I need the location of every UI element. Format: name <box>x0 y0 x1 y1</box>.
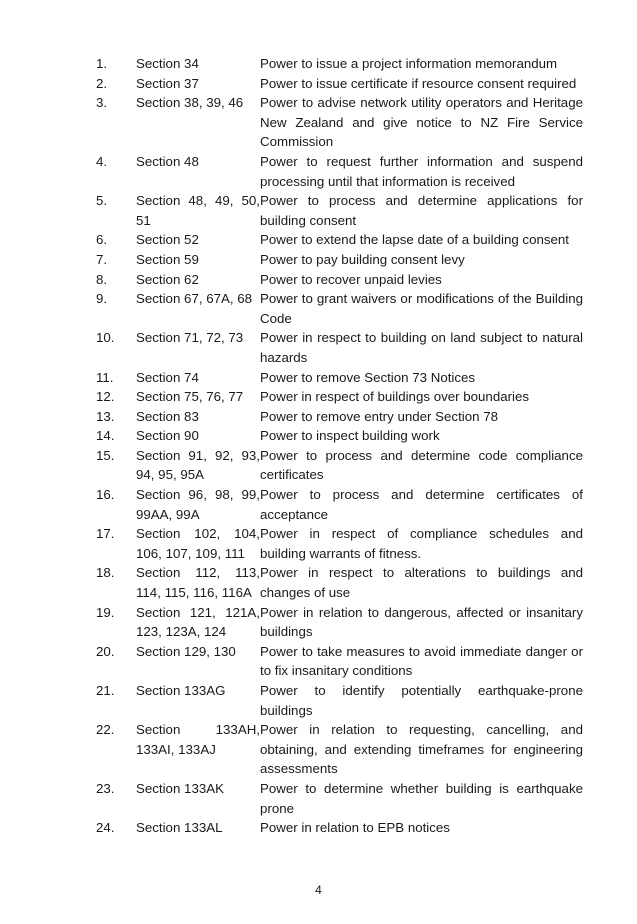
list-item <box>96 524 586 563</box>
section-reference: Section 71, 72, 73 <box>136 330 244 346</box>
section-reference: Section 90 <box>136 428 199 444</box>
power-description: Power to process and determine applications for building consent <box>260 193 583 228</box>
list-item <box>96 93 586 152</box>
item-number: 9. <box>96 291 108 307</box>
section-reference: Section 62 <box>136 271 199 287</box>
list-item <box>96 250 586 270</box>
item-number: 24. <box>96 820 115 836</box>
item-number: 15. <box>96 447 115 463</box>
power-description: Power to advise network utility operators and Heritage New Zealand and give notice to NZ Fire Service Commission <box>260 95 583 150</box>
section-reference: Section 121, 121A, 123, 123A, 124 <box>136 604 260 640</box>
item-number: 14. <box>96 428 115 444</box>
power-description: Power to extend the lapse date of a building consent <box>260 232 569 248</box>
power-description: Power to identify potentially earthquake-prone buildings <box>260 683 583 718</box>
power-description: Power to remove Section 73 Notices <box>260 369 476 385</box>
section-reference: Section 34 <box>136 56 199 71</box>
item-number: 19. <box>96 604 115 620</box>
power-description: Power to recover unpaid levies <box>260 271 442 287</box>
item-number: 13. <box>96 408 115 424</box>
item-number: 7. <box>96 251 108 267</box>
power-description: Power to process and determine code compliance certificates <box>260 447 583 483</box>
item-number: 21. <box>96 683 115 698</box>
list-item <box>96 152 586 191</box>
page-number: 4 <box>315 883 322 897</box>
section-reference: Section 91, 92, 93, 94, 95, 95A <box>136 447 260 483</box>
item-number: 10. <box>96 330 115 346</box>
list-item <box>96 779 586 818</box>
list-item <box>96 681 586 720</box>
power-description: Power in relation to requesting, cancelling, and obtaining, and extending timeframes for engineering assessments <box>260 722 583 777</box>
power-description: Power to inspect building work <box>260 428 440 444</box>
section-reference: Section 133AK <box>136 780 224 796</box>
item-number: 1. <box>96 56 108 71</box>
power-description: Power in respect of buildings over boundaries <box>260 389 530 405</box>
section-reference: Section 48, 49, 50, 51 <box>136 193 260 228</box>
section-reference: Section 67, 67A, 68 <box>136 291 253 307</box>
power-description: Power to grant waivers or modifications of the Building Code <box>260 291 583 326</box>
item-number: 5. <box>96 193 108 209</box>
section-reference: Section 48 <box>136 153 199 169</box>
section-reference: Section 112, 113, 114, 115, 116, 116A <box>136 565 260 601</box>
section-reference: Section 83 <box>136 408 199 424</box>
section-reference: Section 96, 98, 99, 99AA, 99A <box>136 487 260 522</box>
item-number: 11. <box>96 369 114 385</box>
item-number: 16. <box>96 487 115 503</box>
section-reference: Section 102, 104, 106, 107, 109, 111 <box>136 526 260 561</box>
power-description: Power to determine whether building is earthquake prone <box>260 780 583 816</box>
item-number: 18. <box>96 565 115 581</box>
section-reference: Section 133AG <box>136 683 226 698</box>
section-reference: Section 37 <box>136 75 199 91</box>
item-number: 12. <box>96 389 115 405</box>
list-item <box>96 446 586 485</box>
list-item <box>96 328 586 367</box>
power-description: Power to remove entry under Section 78 <box>260 408 498 424</box>
list-item <box>96 426 586 446</box>
power-description: Power in relation to dangerous, affected or insanitary buildings <box>260 604 583 640</box>
list-item <box>96 563 586 602</box>
item-number: 6. <box>96 232 108 248</box>
list-item <box>96 818 586 838</box>
power-description: Power to request further information and suspend processing until that information is received <box>260 153 583 189</box>
section-reference: Section 133AH, 133AI, 133AJ <box>136 722 260 757</box>
power-description: Power to issue a project information memorandum <box>260 56 558 71</box>
item-number: 17. <box>96 526 115 542</box>
item-number: 3. <box>96 95 108 111</box>
list-item <box>96 230 586 250</box>
list-item <box>96 720 586 779</box>
list-item <box>96 270 586 290</box>
list-item <box>96 603 586 642</box>
power-description: Power to process and determine certificates of acceptance <box>260 487 583 522</box>
power-description: Power in respect to alterations to buildings and changes of use <box>260 565 583 601</box>
item-number: 20. <box>96 643 115 659</box>
section-reference: Section 52 <box>136 232 199 248</box>
power-description: Power to take measures to avoid immediate danger or to fix insanitary conditions <box>260 643 583 679</box>
power-description: Power in respect of compliance schedules and building warrants of fitness. <box>260 526 583 561</box>
section-reference: Section 129, 130 <box>136 643 236 659</box>
item-number: 23. <box>96 780 115 796</box>
power-description: Power to issue certificate if resource consent required <box>260 75 577 91</box>
list-item <box>96 54 586 74</box>
item-number: 8. <box>96 271 108 287</box>
list-item <box>96 387 586 407</box>
list-item <box>96 485 586 524</box>
item-number: 4. <box>96 153 108 169</box>
delegation-list <box>96 54 586 838</box>
list-item <box>96 289 586 328</box>
list-item <box>96 407 586 427</box>
list-item <box>96 368 586 388</box>
list-item <box>96 191 586 230</box>
power-description: Power to pay building consent levy <box>260 251 465 267</box>
section-reference: Section 133AL <box>136 820 223 836</box>
section-reference: Section 74 <box>136 369 199 385</box>
list-item <box>96 642 586 681</box>
section-reference: Section 59 <box>136 251 199 267</box>
power-description: Power in respect to building on land subject to natural hazards <box>260 330 583 365</box>
item-number: 22. <box>96 722 115 738</box>
section-reference: Section 38, 39, 46 <box>136 95 244 111</box>
list-item <box>96 74 586 94</box>
section-reference: Section 75, 76, 77 <box>136 389 244 405</box>
power-description: Power in relation to EPB notices <box>260 820 450 836</box>
item-number: 2. <box>96 75 108 91</box>
